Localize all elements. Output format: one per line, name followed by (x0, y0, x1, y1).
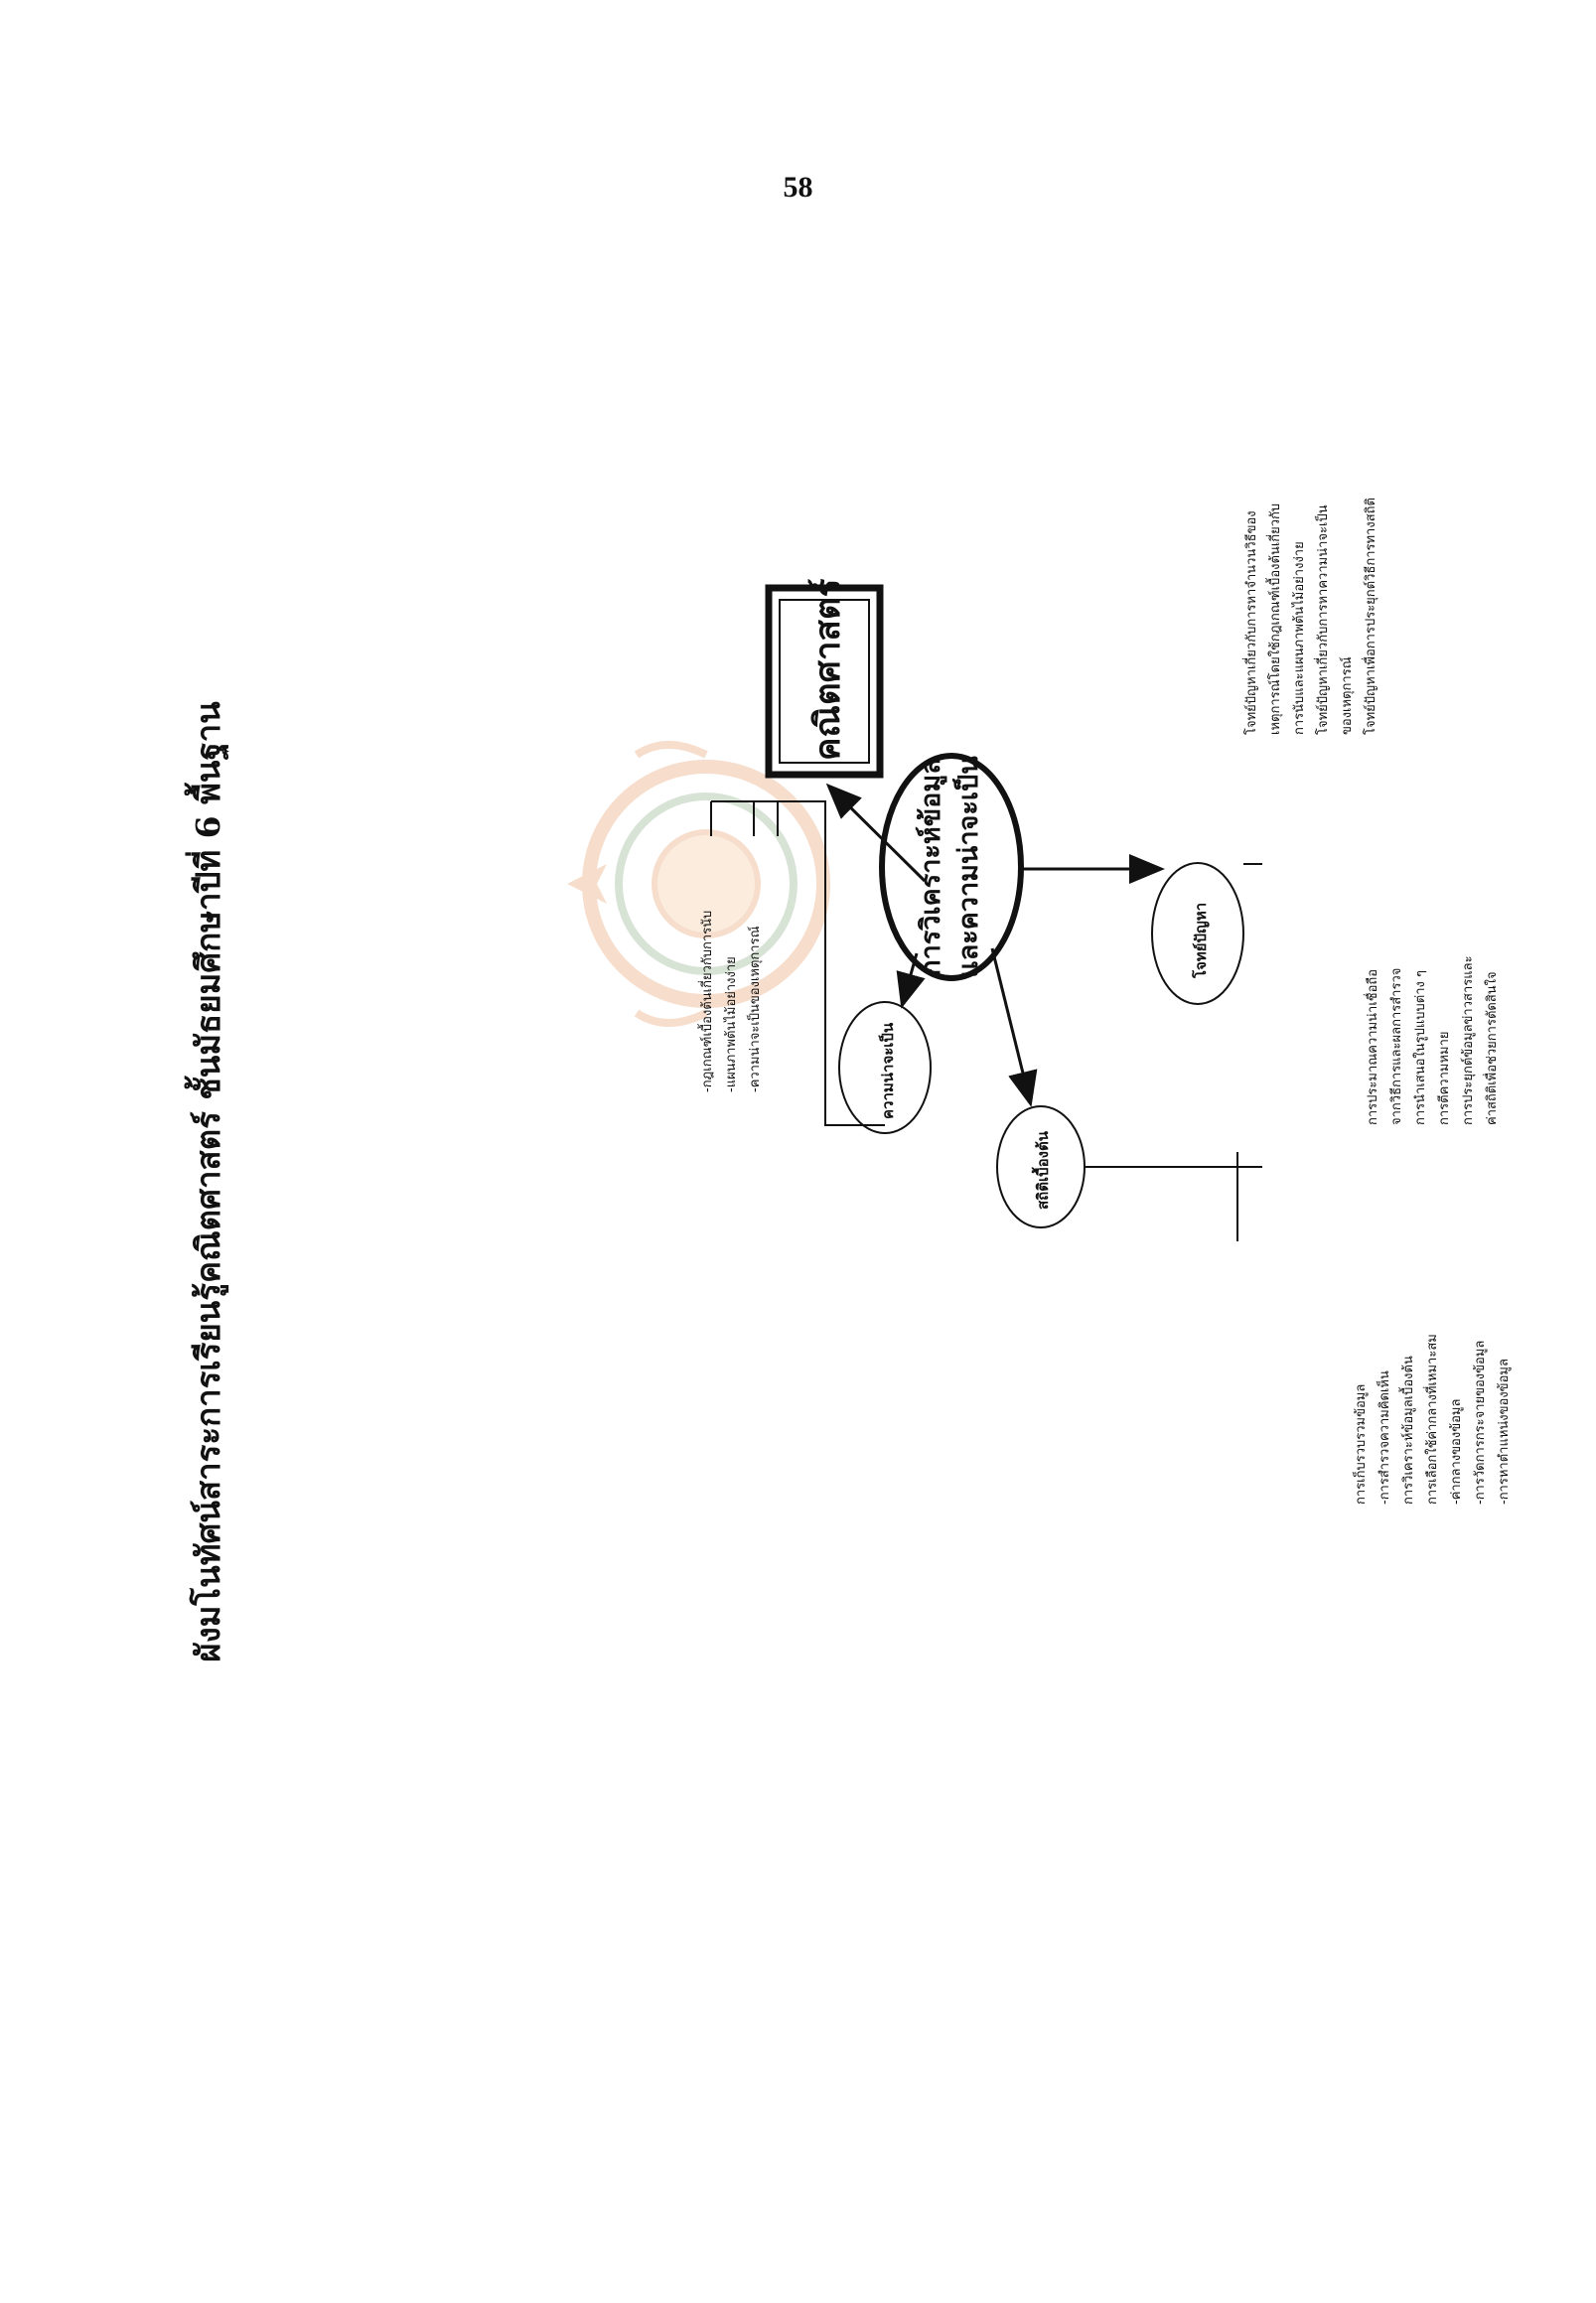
list-item: การนำเสนอในรูปแบบต่าง ๆ (1413, 970, 1428, 1125)
list-item: ของเหตุการณ์ (1340, 656, 1355, 735)
center-label-line2: และความน่าจะเป็น (953, 756, 984, 978)
list-item: การเก็บรวบรวมข้อมูล (1354, 1383, 1369, 1505)
list-item: -ความน่าจะเป็นของเหตุการณ์ (748, 926, 763, 1092)
list-item: -กฎเกณฑ์เบื้องต้นเกี่ยวกับการนับ (700, 910, 715, 1092)
diagram-lines (170, 487, 1262, 1877)
statistics-label: สถิติเบื้องต้น (1034, 1131, 1052, 1210)
list-item: -แผนภาพต้นไม้อย่างง่าย (724, 956, 739, 1092)
arrow-to-statistics (992, 948, 1030, 1101)
concept-map (170, 487, 1512, 1877)
statistics-list-right (1362, 955, 1505, 1125)
center-label-line1: การวิเคราะห์ข้อมูล (916, 758, 946, 976)
list-item: การวิเคราะห์ข้อมูลเบื้องต้น (1401, 1356, 1416, 1505)
list-item: -การหาตำแหน่งของข้อมูล (1497, 1359, 1512, 1505)
list-item: การประยุกต์ข้อมูลข่าวสารและ (1461, 955, 1476, 1125)
probability-label: ความน่าจะเป็น (879, 1022, 897, 1119)
list-item: การนับและแผนภาพต้นไม้อย่างง่าย (1292, 541, 1307, 735)
problems-label: โจทย์ปัญหา (1192, 902, 1210, 978)
list-item: -ค่ากลางของข้อมูล (1449, 1398, 1464, 1505)
list-item: จากวิธีการและผลการสำรวจ (1389, 967, 1404, 1125)
list-item: -การสำรวจความคิดเห็น (1378, 1370, 1392, 1505)
page-number: 58 (783, 171, 813, 204)
list-item: ค่าสถิติเพื่อช่วยการตัดสินใจ (1485, 971, 1500, 1125)
list-item: การเลือกใช้ค่ากลางที่เหมาะสม (1425, 1334, 1440, 1505)
diagram-title: ผังมโนทัศน์สาระการเรียนรู้คณิตศาสตร์ ชั้นมัธยมศึกษาปีที่ 6 พื้นฐาน (189, 701, 227, 1662)
probability-list (696, 911, 768, 1092)
statistics-list-left (1350, 1334, 1517, 1505)
list-item: การตีความหมาย (1437, 1031, 1452, 1125)
subject-label: คณิตศาสตร์ (808, 578, 848, 761)
list-item: เหตุการณ์โดยใช้กฎเกณฑ์เบื้องต้นเกี่ยวกับ (1268, 503, 1283, 735)
center-label (913, 756, 988, 978)
list-item: -การวัดการกระจายของข้อมูล (1473, 1340, 1488, 1505)
list-item: โจทย์ปัญหาเกี่ยวกับการหาความน่าจะเป็น (1316, 504, 1331, 735)
list-item: โจทย์ปัญหาเกี่ยวกับการหาจำนวนวิธีของ (1244, 510, 1259, 735)
problems-list (1240, 498, 1383, 735)
list-item: โจทย์ปัญหาเพื่อการประยุกต์วิธีการทางสถิติ (1364, 498, 1378, 735)
list-item: การประมาณความน่าเชื่อถือ (1366, 968, 1380, 1125)
